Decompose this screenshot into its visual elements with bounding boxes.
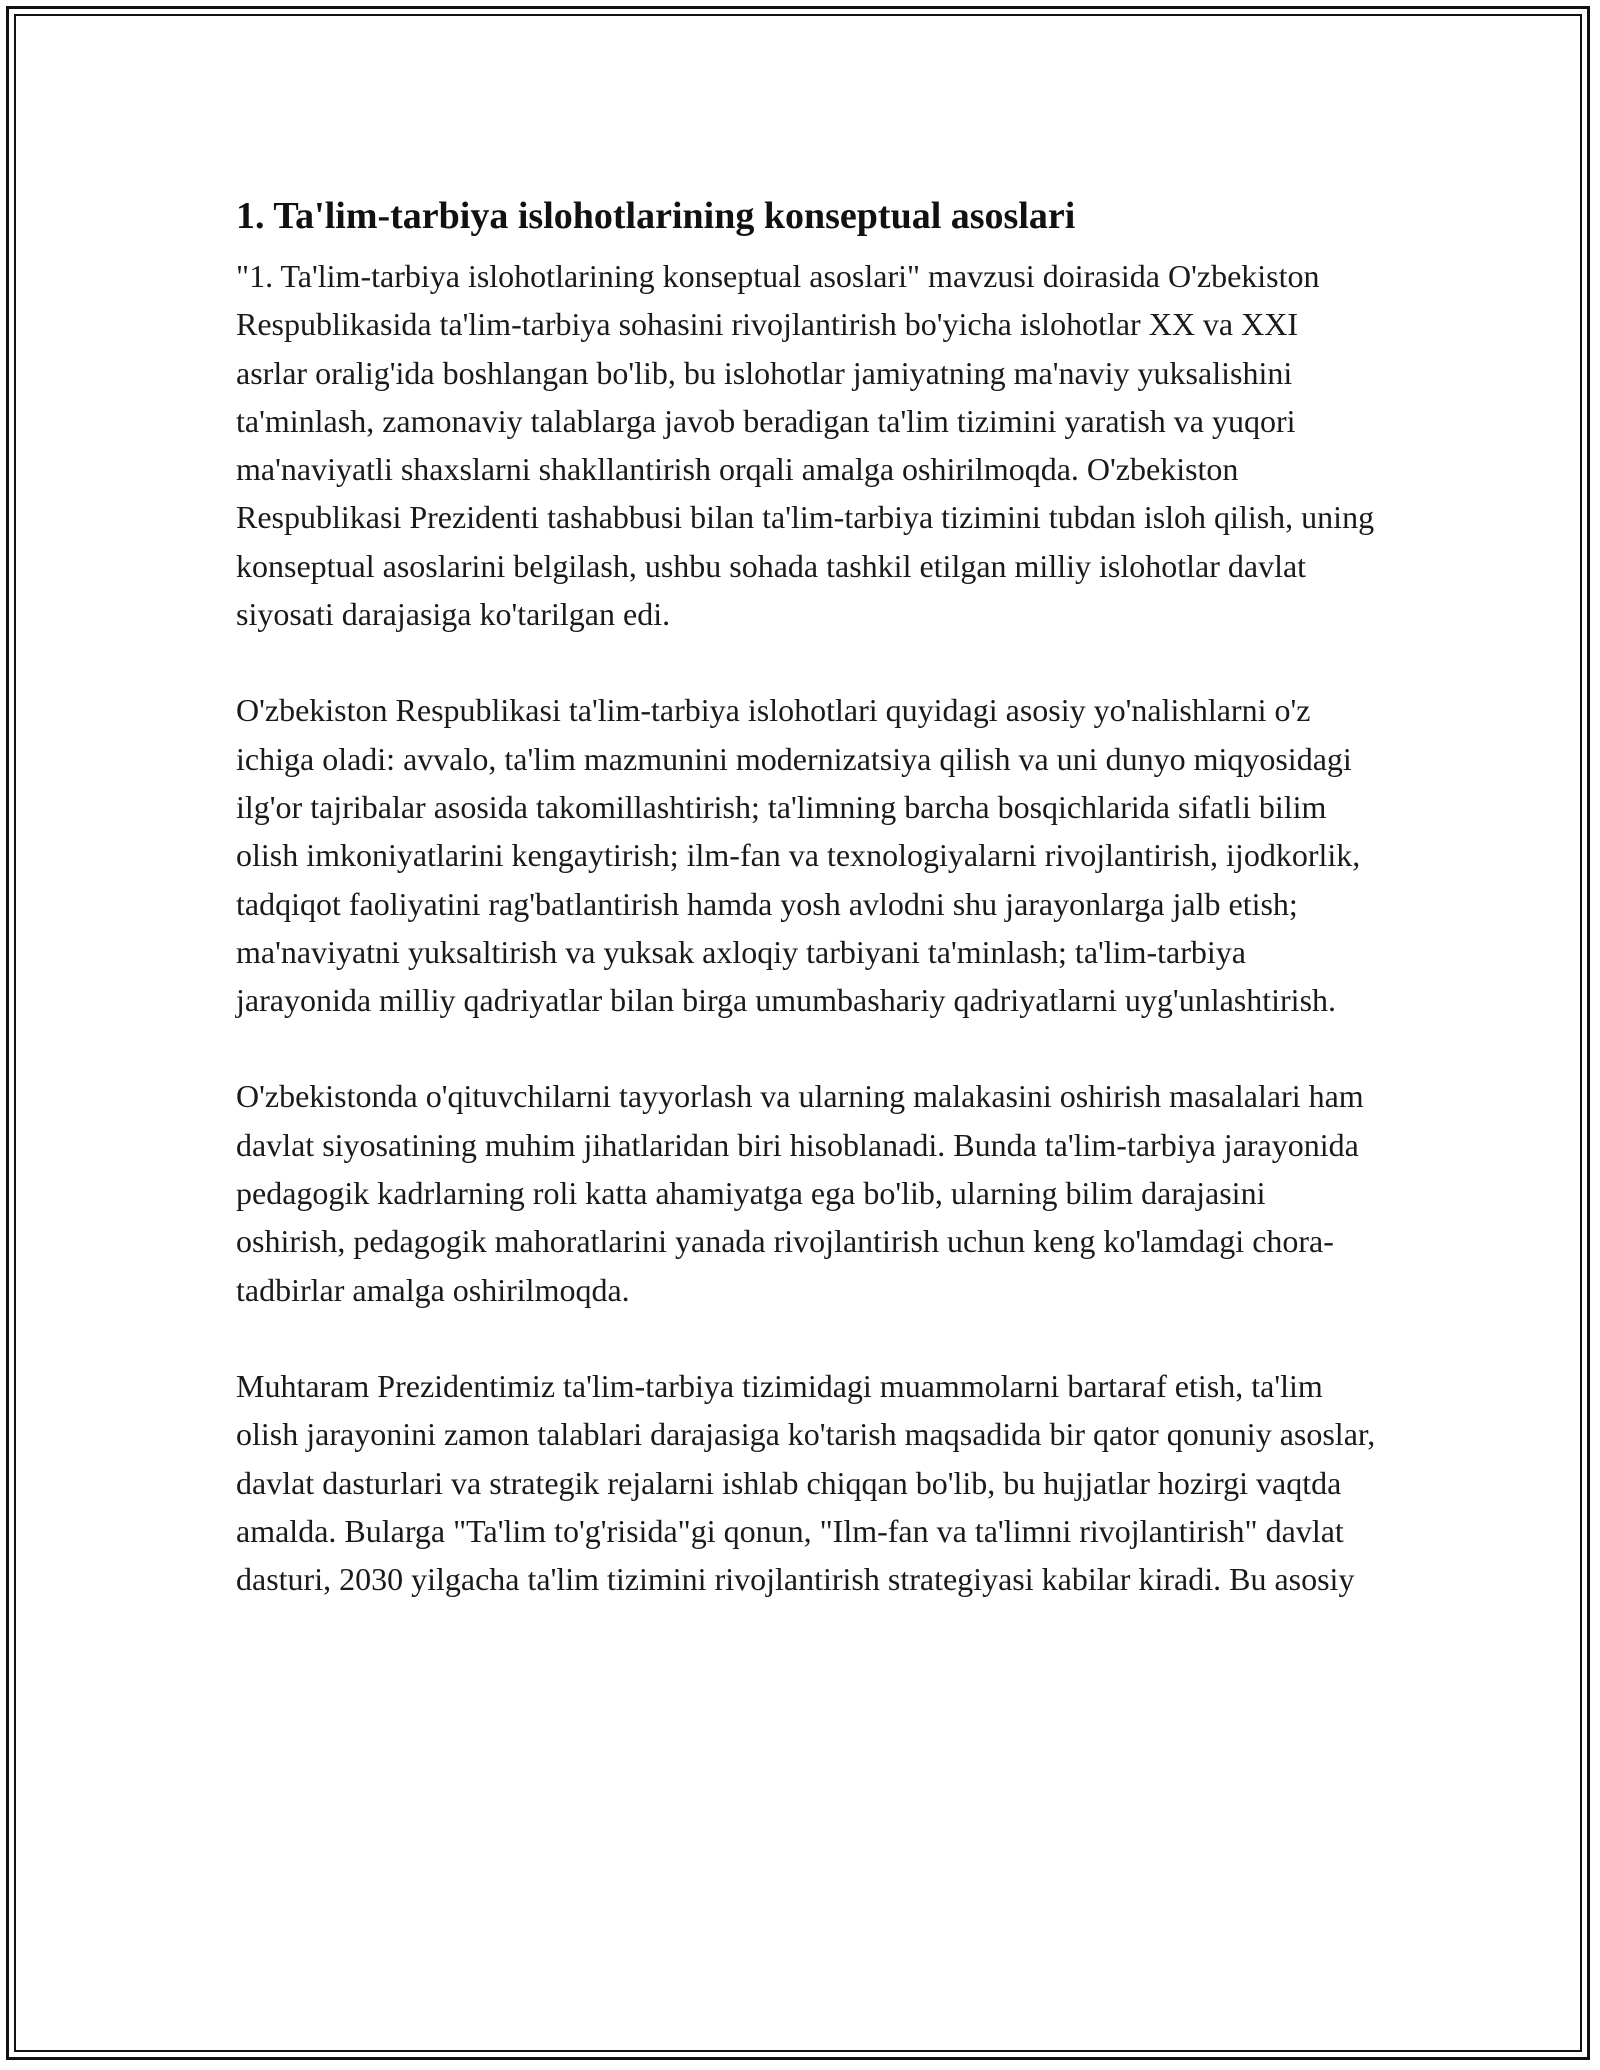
paragraph-4: Muhtaram Prezidentimiz ta'lim-tarbiya tizimidagi muammolarni bartaraf etish, ta'lim olish jarayonini zamon talablari darajasiga ko'tarish maqsadida bir qator qonuniy asoslar, davlat dasturlari va strategik rejalarni ishlab chiqqan bo'lib, bu hujjatlar hozirgi vaqtda amalda. Bularga "Ta'lim to'g'risida"gi qonun, "Ilm-fan va ta'limni rivojlantirish" davlat dasturi, 2030 yilgacha ta'lim tizimini rivojlantirish strategiyasi kabilar kiradi. Bu asosiy (236, 1367, 1376, 1598)
paragraph-2: O'zbekiston Respublikasi ta'lim-tarbiya islohotlari quyidagi asosiy yo'nalishlarni o'z ichiga oladi: avvalo, ta'lim mazmunini modernizatsiya qilish va uni dunyo miqyosidagi ilg'or tajribalar asosida takomillashtirish; ta'limning barcha bosqichlarida sifatli bilim olish imkoniyatlarini kengaytirish; ilm-fan va texnologiyalarni rivojlantirish, ijodkorlik, tadqiqot faoliyatini rag'batlantirish hamda yosh avlodni shu jarayonlarga jalb etish; ma'naviyatni yuksaltirish va yuksak axloqiy tarbiyani ta'minlash; ta'lim-tarbiya jarayonida milliy qadriyatlar bilan birga umumbashariy qadriyatlarni uyg'unlashtirish. (236, 692, 1361, 1019)
paragraph-3: O'zbekistonda o'qituvchilarni tayyorlash va ularning malakasini oshirish masalalari ham davlat siyosatining muhim jihatlaridan biri hisoblanadi. Bunda ta'lim-tarbiya jarayonida pedagogik kadrlarning roli katta ahamiyatga ega bo'lib, ularning bilim darajasini oshirish, pedagogik mahoratlarini yanada rivojlantirish uchun keng ko'lamdagi chora-tadbirlar amalga oshirilmoqda. (236, 1078, 1364, 1308)
document-body (236, 180, 1376, 1651)
paragraph-1: "1. Ta'lim-tarbiya islohotlarining konseptual asoslari" mavzusi doirasida O'zbekiston Respublikasida ta'lim-tarbiya sohasini rivojlantirish bo'yicha islohotlar XX va XXI asrlar oralig'ida boshlangan bo'lib, bu islohotlar jamiyatning ma'naviy yuksalishini ta'minlash, zamonaviy talablarga javob beradigan ta'lim tizimini yaratish va yuqori ma'naviyatli shaxslarni shakllantirish orqali amalga oshirilmoqda. O'zbekiston Respublikasi Prezidenti tashabbusi bilan ta'lim-tarbiya tizimini tubdan isloh qilish, uning konseptual asoslarini belgilash, ushbu sohada tashkil etilgan milliy islohotlar davlat siyosati darajasiga ko'tarilgan edi. (236, 258, 1375, 633)
page-title: 1. Ta'lim-tarbiya islohotlarining konseptual asoslari (236, 195, 1076, 237)
